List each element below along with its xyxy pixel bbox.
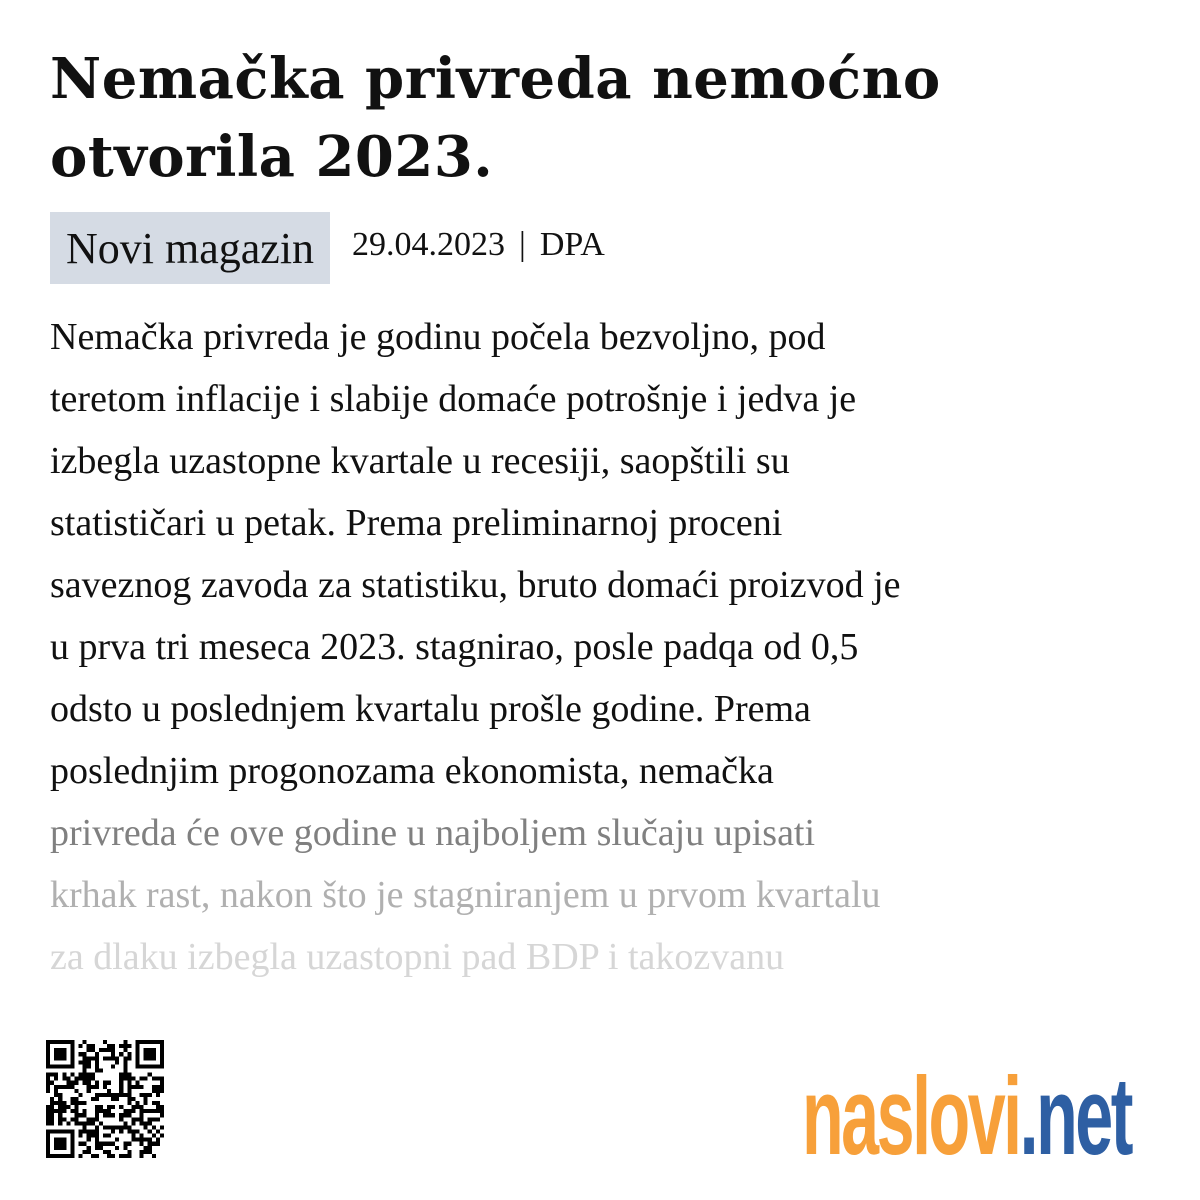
body-line: izbegla uzastopne kvartale u recesiji, saopštili su (50, 440, 790, 482)
article-meta (50, 212, 605, 284)
article-headline (50, 40, 1150, 196)
meta-separator: | (519, 226, 526, 263)
logo-text-naslovi: naslovi (802, 1055, 1020, 1178)
source-badge[interactable] (50, 212, 330, 284)
meta-info (352, 226, 605, 264)
body-line: teretom inflacije i slabije domaće potrošnje i jedva je (50, 378, 857, 420)
publish-date: 29.04.2023 (352, 226, 506, 263)
agency-name: DPA (539, 226, 605, 263)
body-line: u prva tri meseca 2023. stagnirao, posle padqa od 0,5 (50, 626, 859, 668)
body-line: poslednjim progonozama ekonomista, nemačka (50, 750, 774, 792)
body-line: odsto u poslednjem kvartalu prošle godine. Prema (50, 688, 811, 730)
qr-code-icon[interactable] (46, 1040, 164, 1158)
body-line: Nemačka privreda je godinu počela bezvoljno, pod (50, 316, 826, 358)
body-line-faded: privreda će ove godine u najboljem slučaju upisati (50, 812, 816, 854)
logo-text-net: .net (1019, 1055, 1131, 1178)
headline-line-2: otvorila 2023. (50, 124, 494, 190)
body-line-faded: krhak rast, nakon što je stagniranjem u prvom kvartalu (50, 874, 881, 916)
body-line: statističari u petak. Prema preliminarnoj proceni (50, 502, 783, 544)
headline-line-1: Nemačka privreda nemoćno (50, 46, 941, 112)
article-body (50, 306, 1160, 988)
body-line: saveznog zavoda za statistiku, bruto domaći proizvod je (50, 564, 901, 606)
source-name: Novi magazin (66, 223, 315, 273)
body-line-faded: za dlaku izbegla uzastopni pad BDP i takozvanu (50, 936, 785, 978)
site-logo[interactable] (802, 1055, 1131, 1178)
